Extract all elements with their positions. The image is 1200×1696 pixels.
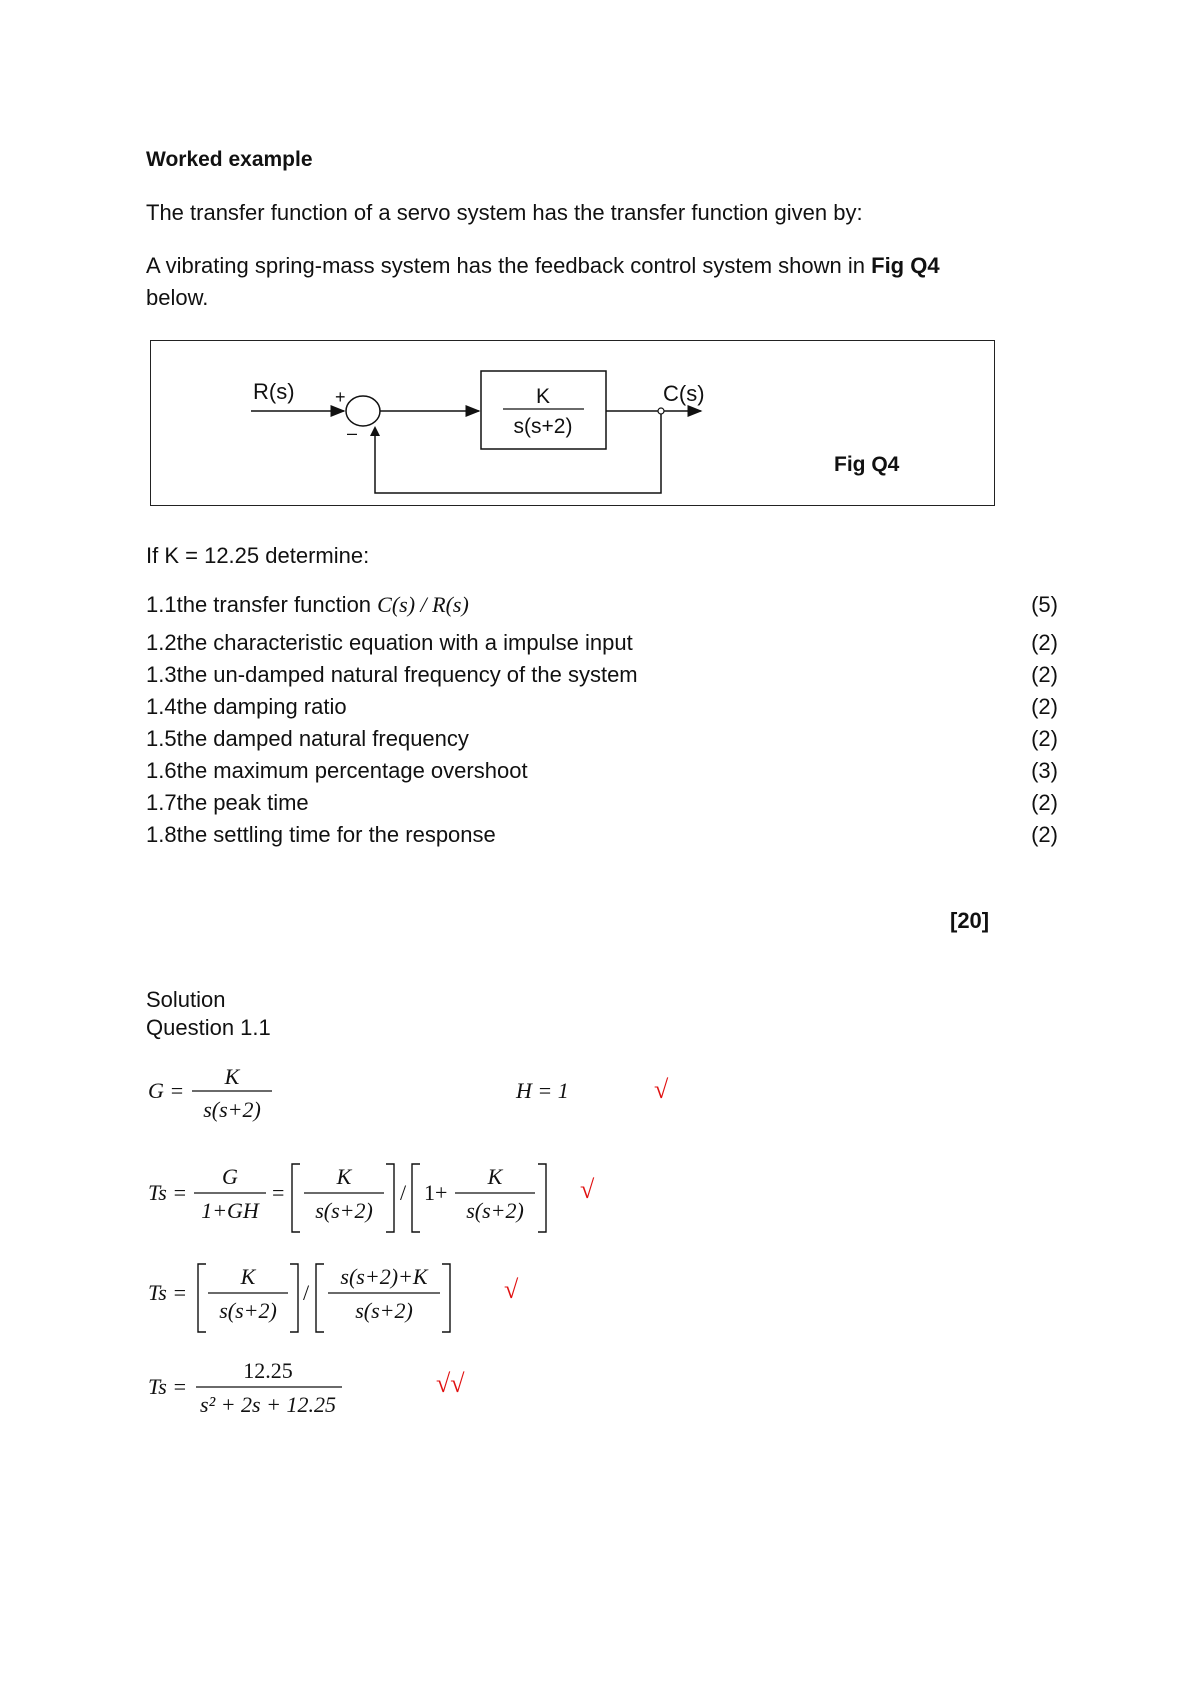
right-bracket <box>386 1164 394 1232</box>
ts-lhs: Ts = <box>148 1374 188 1399</box>
g-numerator: K <box>224 1064 240 1089</box>
k-numerator: K <box>487 1164 503 1189</box>
block-denominator: s(s+2) <box>513 415 573 438</box>
description-line <box>146 250 940 282</box>
question-row <box>146 662 1058 692</box>
question-row <box>146 822 1058 852</box>
feedback-arrowhead <box>370 426 380 436</box>
tick-mark: √ <box>504 1275 519 1304</box>
description-end: below. <box>146 285 209 310</box>
question-row <box>146 592 1058 622</box>
plus-sign: + <box>335 387 346 407</box>
question-text: 1.6the maximum percentage overshoot <box>146 758 528 783</box>
output-label: C(s) <box>663 381 705 406</box>
h-equation: H = 1 <box>516 1078 569 1103</box>
divide-slash: / <box>303 1280 310 1305</box>
k-numerator: K <box>240 1264 256 1289</box>
block-diagram-figure <box>150 340 995 506</box>
given-text: If K = 12.25 determine: <box>146 543 370 568</box>
intro-text: The transfer function of a servo system has the transfer function given by: <box>146 200 863 225</box>
g-lhs: G = <box>148 1078 185 1103</box>
gh-denominator: 1+GH <box>201 1198 259 1223</box>
question-marks: (2) <box>1031 694 1058 719</box>
tick-mark: √ <box>580 1175 595 1204</box>
question-text: 1.7the peak time <box>146 790 309 815</box>
ss2-denominator: s(s+2) <box>219 1298 277 1323</box>
left-bracket <box>412 1164 420 1232</box>
question-row <box>146 758 1058 788</box>
total-marks: [20] <box>950 908 990 933</box>
one-plus: 1+ <box>424 1180 448 1205</box>
equals-sign: = <box>272 1180 285 1205</box>
ts-lhs: Ts = <box>148 1180 188 1205</box>
ss2-denominator: s(s+2) <box>466 1198 524 1223</box>
block-numerator: K <box>535 385 551 408</box>
description-text: A vibrating spring-mass system has the feedback control system shown in <box>146 253 865 278</box>
figure-caption: Fig Q4 <box>834 453 900 476</box>
right-bracket <box>538 1164 546 1232</box>
block-diagram <box>151 341 996 507</box>
final-numerator: 12.25 <box>243 1358 293 1383</box>
question-row <box>146 726 1058 756</box>
left-bracket <box>316 1264 324 1332</box>
question-marks: (3) <box>1031 758 1058 783</box>
question-marks: (5) <box>1031 592 1058 617</box>
takeoff-point <box>658 408 664 414</box>
gh-numerator: G <box>222 1164 238 1189</box>
tick-mark: √ <box>654 1075 669 1104</box>
question-row <box>146 694 1058 724</box>
question-marks: (2) <box>1031 822 1058 847</box>
question-text: 1.4the damping ratio <box>146 694 347 719</box>
input-label: R(s) <box>253 379 295 404</box>
ss2-denominator: s(s+2) <box>355 1298 413 1323</box>
left-bracket <box>198 1264 206 1332</box>
right-bracket <box>442 1264 450 1332</box>
question-text: 1.2the characteristic equation with a impulse input <box>146 630 633 655</box>
double-tick-mark: √√ <box>436 1369 465 1398</box>
right-bracket <box>290 1264 298 1332</box>
heading: Worked example <box>146 148 313 171</box>
left-bracket <box>292 1164 300 1232</box>
question-marks: (2) <box>1031 662 1058 687</box>
question-row <box>146 630 1058 660</box>
divide-slash: / <box>400 1180 407 1205</box>
ssk-numerator: s(s+2)+K <box>340 1264 428 1289</box>
ts-lhs: Ts = <box>148 1280 188 1305</box>
figure-reference: Fig Q4 <box>871 253 940 278</box>
question-marks: (2) <box>1031 630 1058 655</box>
g-denominator: s(s+2) <box>203 1097 261 1122</box>
question-marks: (2) <box>1031 790 1058 815</box>
question-text: 1.1the transfer function C(s) / R(s) <box>146 592 469 617</box>
question-text: 1.5the damped natural frequency <box>146 726 469 751</box>
summing-junction <box>346 396 380 426</box>
solution-equations <box>140 1060 840 1430</box>
question-text: 1.8the settling time for the response <box>146 822 496 847</box>
ss2-denominator: s(s+2) <box>315 1198 373 1223</box>
k-numerator: K <box>336 1164 352 1189</box>
question-text: 1.3the un-damped natural frequency of the system <box>146 662 638 687</box>
question-label: Question 1.1 <box>146 1015 271 1040</box>
minus-sign: – <box>347 423 358 443</box>
question-row <box>146 790 1058 820</box>
question-formula: C(s) / R(s) <box>377 592 469 617</box>
solution-label: Solution <box>146 987 226 1012</box>
question-marks: (2) <box>1031 726 1058 751</box>
final-denominator: s² + 2s + 12.25 <box>200 1392 336 1417</box>
